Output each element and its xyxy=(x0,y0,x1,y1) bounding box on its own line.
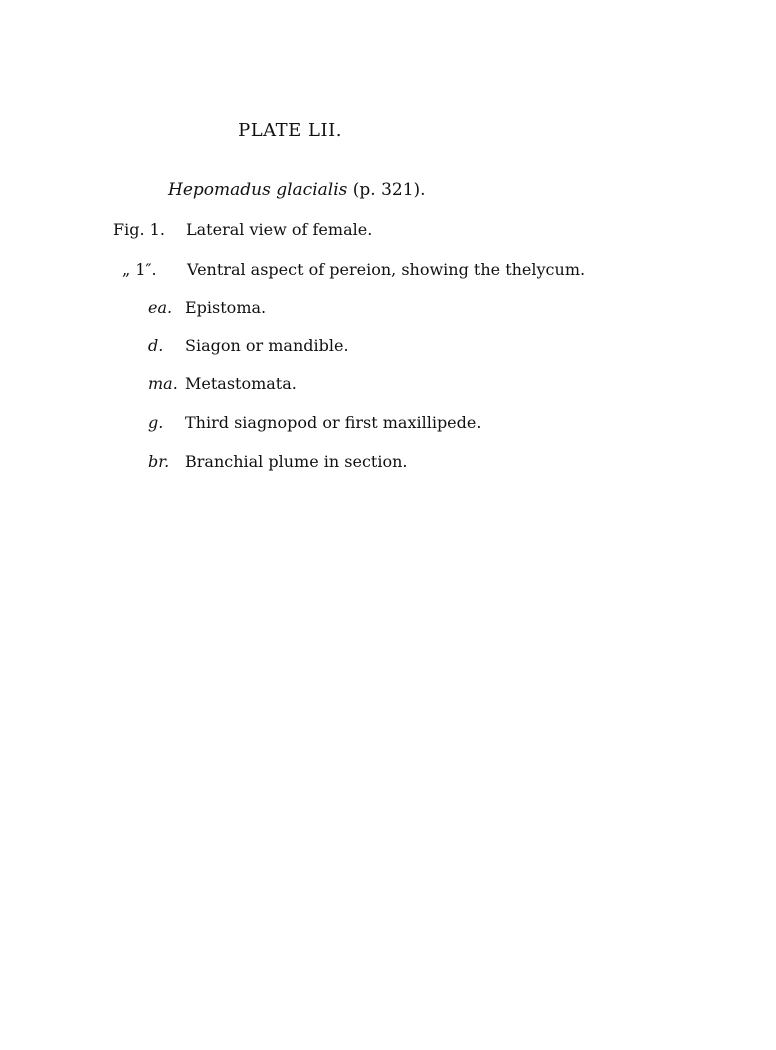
figure-marker: Fig. 1. xyxy=(113,220,165,239)
legend-key: br. xyxy=(148,452,170,471)
legend-key: ea. xyxy=(148,298,173,317)
figure-caption: Lateral view of female. xyxy=(186,220,373,239)
plate-title: PLATE LII. xyxy=(238,120,342,141)
legend-key: ma. xyxy=(148,374,178,393)
legend-text: Third siagnopod or first maxillipede. xyxy=(185,413,482,432)
species-name: Hepomadus glacialis xyxy=(168,180,348,200)
page-reference: (p. 321). xyxy=(347,180,426,200)
figure-caption: Ventral aspect of pereion, showing the thelycum. xyxy=(187,260,586,279)
legend-key: g. xyxy=(148,413,164,432)
legend-key: d. xyxy=(148,336,164,355)
legend-text: Siagon or mandible. xyxy=(185,336,349,355)
legend-text: Branchial plume in section. xyxy=(185,452,408,471)
figure-marker: „ 1″. xyxy=(122,260,157,279)
legend-text: Metastomata. xyxy=(185,374,297,393)
legend-text: Epistoma. xyxy=(185,298,267,317)
subject-line xyxy=(168,180,426,200)
